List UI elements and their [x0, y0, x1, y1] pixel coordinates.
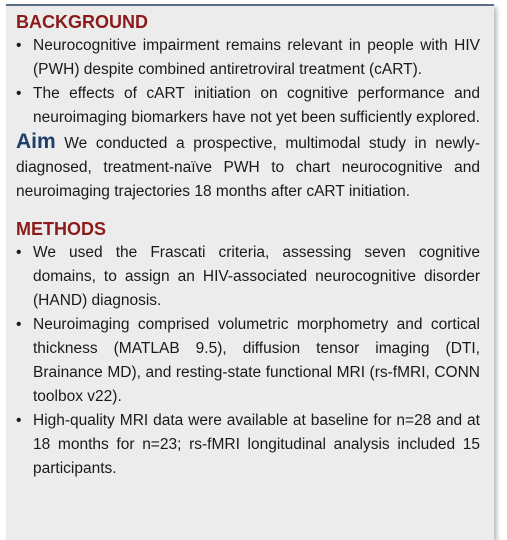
methods-heading: METHODS [16, 219, 106, 239]
methods-bullet: • We used the Frascati criteria, assessing seven cognitive domains, to assign an HIV-associated neurocognitive disorder (HAND) diagnosis. [16, 241, 480, 313]
methods-bullet: • Neuroimaging comprised volumetric morphometry and cortical thickness (MATLAB 9.5), diffusion tensor imaging (DTI, Brainance MD), and resting-state functional MRI (rs-fMRI, CONN toolbox v22). [16, 313, 480, 409]
methods-list [16, 241, 480, 481]
panel-content [16, 10, 480, 481]
background-heading: BACKGROUND [16, 12, 148, 32]
aim-label: Aim [16, 130, 56, 153]
poster-panel [6, 4, 494, 540]
background-bullet: • Neurocognitive impairment remains relevant in people with HIV (PWH) despite combined antiretroviral treatment (cART). [16, 34, 480, 82]
background-list [16, 34, 480, 130]
methods-bullet: • High-quality MRI data were available at baseline for n=28 and at 18 months for n=23; rs-fMRI longitudinal analysis included 15 participants. [16, 409, 480, 481]
aim-paragraph [16, 130, 480, 204]
background-bullet: • The effects of cART initiation on cognitive performance and neuroimaging biomarkers have not yet been sufficiently explored. [16, 82, 480, 130]
aim-text: We conducted a prospective, multimodal study in newly-diagnosed, treatment-naïve PWH to chart neurocognitive and neuroimaging trajectories 18 months after cART initiation. [16, 135, 480, 200]
